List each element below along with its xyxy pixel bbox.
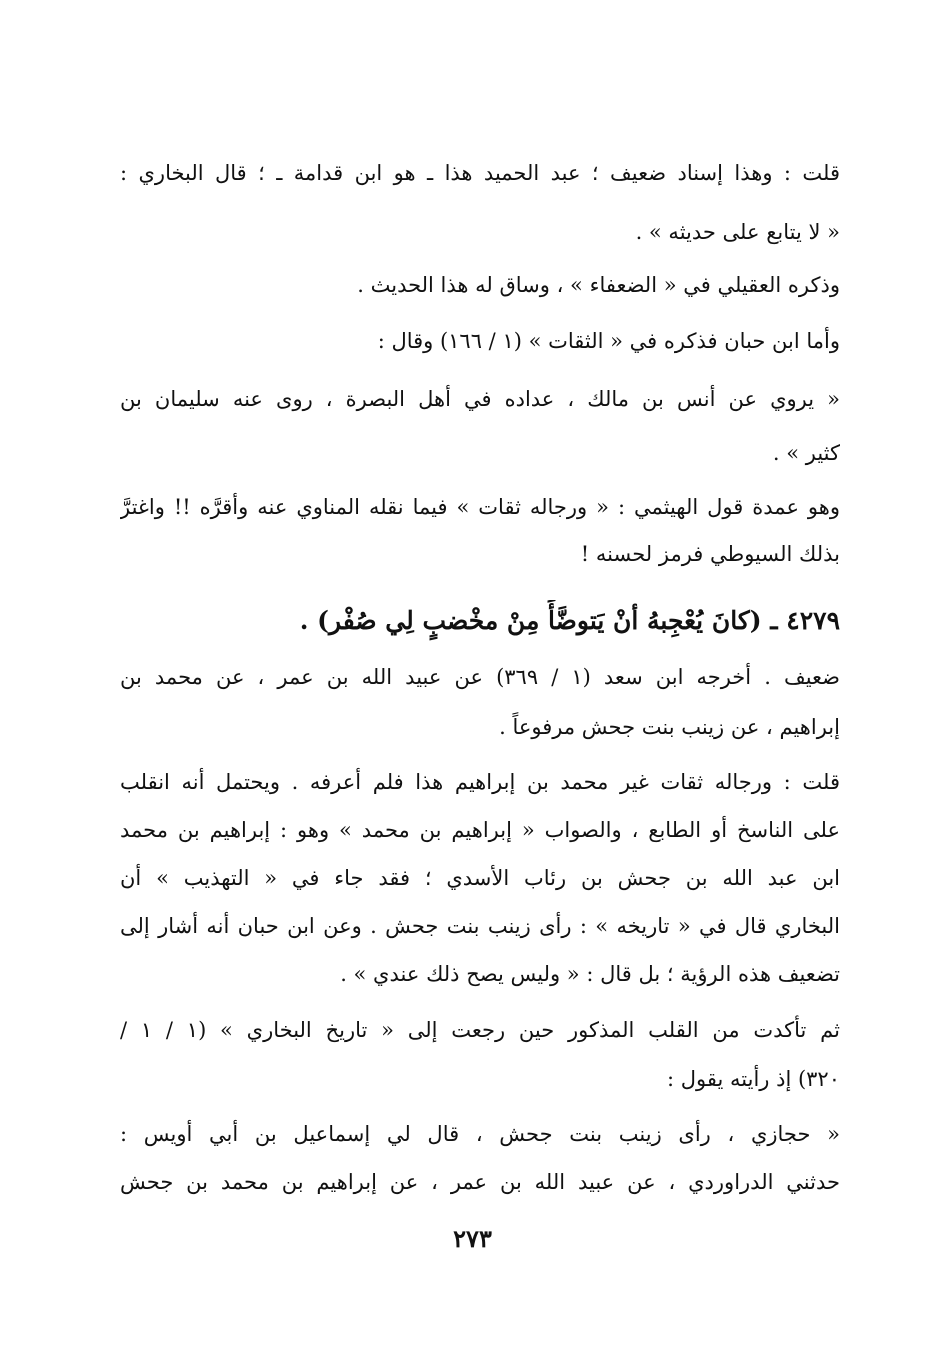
page-number: ٢٧٣ [453, 1224, 492, 1253]
hadith-heading: ٤٢٧٩ ـ (كانَ يُعْجِبهُ أنْ يَتوضَّأَ مِنْ مخْضبٍ لِي صُفْر) . [299, 606, 840, 635]
text-line-5: « يروي عن أنس بن مالك ، عداده في أهل البصرة ، روى عنه سليمان بن [120, 387, 840, 411]
text-line-12: قلت : ورجاله ثقات غير محمد بن إبراهيم هذا فلم أعرفه . ويحتمل أنه انقلب [120, 770, 840, 794]
text-line-4: وأما ابن حبان فذكره في « الثقات » (١ / ١٦٦) وقال : [377, 329, 840, 353]
text-line-8: بذلك السيوطي فرمز لحسنه ! [580, 542, 840, 566]
text-line-11: إبراهيم ، عن زينب بنت جحش مرفوعاً . [499, 715, 840, 739]
text-line-1: قلت : وهذا إسناد ضعيف ؛ عبد الحميد هذا ـ هو ابن قدامة ـ ؛ قال البخاري : [120, 161, 840, 185]
text-line-2: « لا يتابع على حديثه » . [635, 220, 840, 244]
text-line-10: ضعيف . أخرجه ابن سعد (١ / ٣٦٩) عن عبيد الله بن عمر ، عن محمد بن [120, 665, 840, 689]
text-line-17: ثم تأكدت من القلب المذكور حين رجعت إلى « تاريخ البخاري » (١ / ١ / [120, 1018, 840, 1042]
text-line-6: كثير » . [772, 441, 840, 465]
text-line-18: ٣٢٠) إذ رأيته يقول : [667, 1067, 840, 1091]
text-line-13: على الناسخ أو الطابع ، والصواب « إبراهيم بن محمد » وهو : إبراهيم بن محمد [120, 818, 840, 842]
text-line-19: « حجازي ، رأى زينب بنت جحش ، قال لي إسماعيل بن أبي أويس : [120, 1122, 840, 1146]
text-line-14: ابن عبد الله بن جحش بن رئاب الأسدي ؛ فقد جاء في « التهذيب » أن [120, 866, 840, 890]
text-line-20: حدثني الدراوردي ، عن عبيد الله بن عمر ، عن إبراهيم بن محمد بن جحش [120, 1170, 840, 1194]
text-line-3: وذكره العقيلي في « الضعفاء » ، وساق له هذا الحديث . [357, 273, 840, 297]
text-line-16: تضعيف هذه الرؤية ؛ بل قال : « وليس يصح ذلك عندي » . [340, 962, 840, 986]
text-line-15: البخاري قال في « تاريخه » : رأى زينب بنت جحش . وعن ابن حبان أنه أشار إلى [120, 914, 840, 938]
text-line-7: وهو عمدة قول الهيثمي : « ورجاله ثقات » فيما نقله المناوي عنه وأقرَّه !! واغترَّ [120, 495, 840, 519]
